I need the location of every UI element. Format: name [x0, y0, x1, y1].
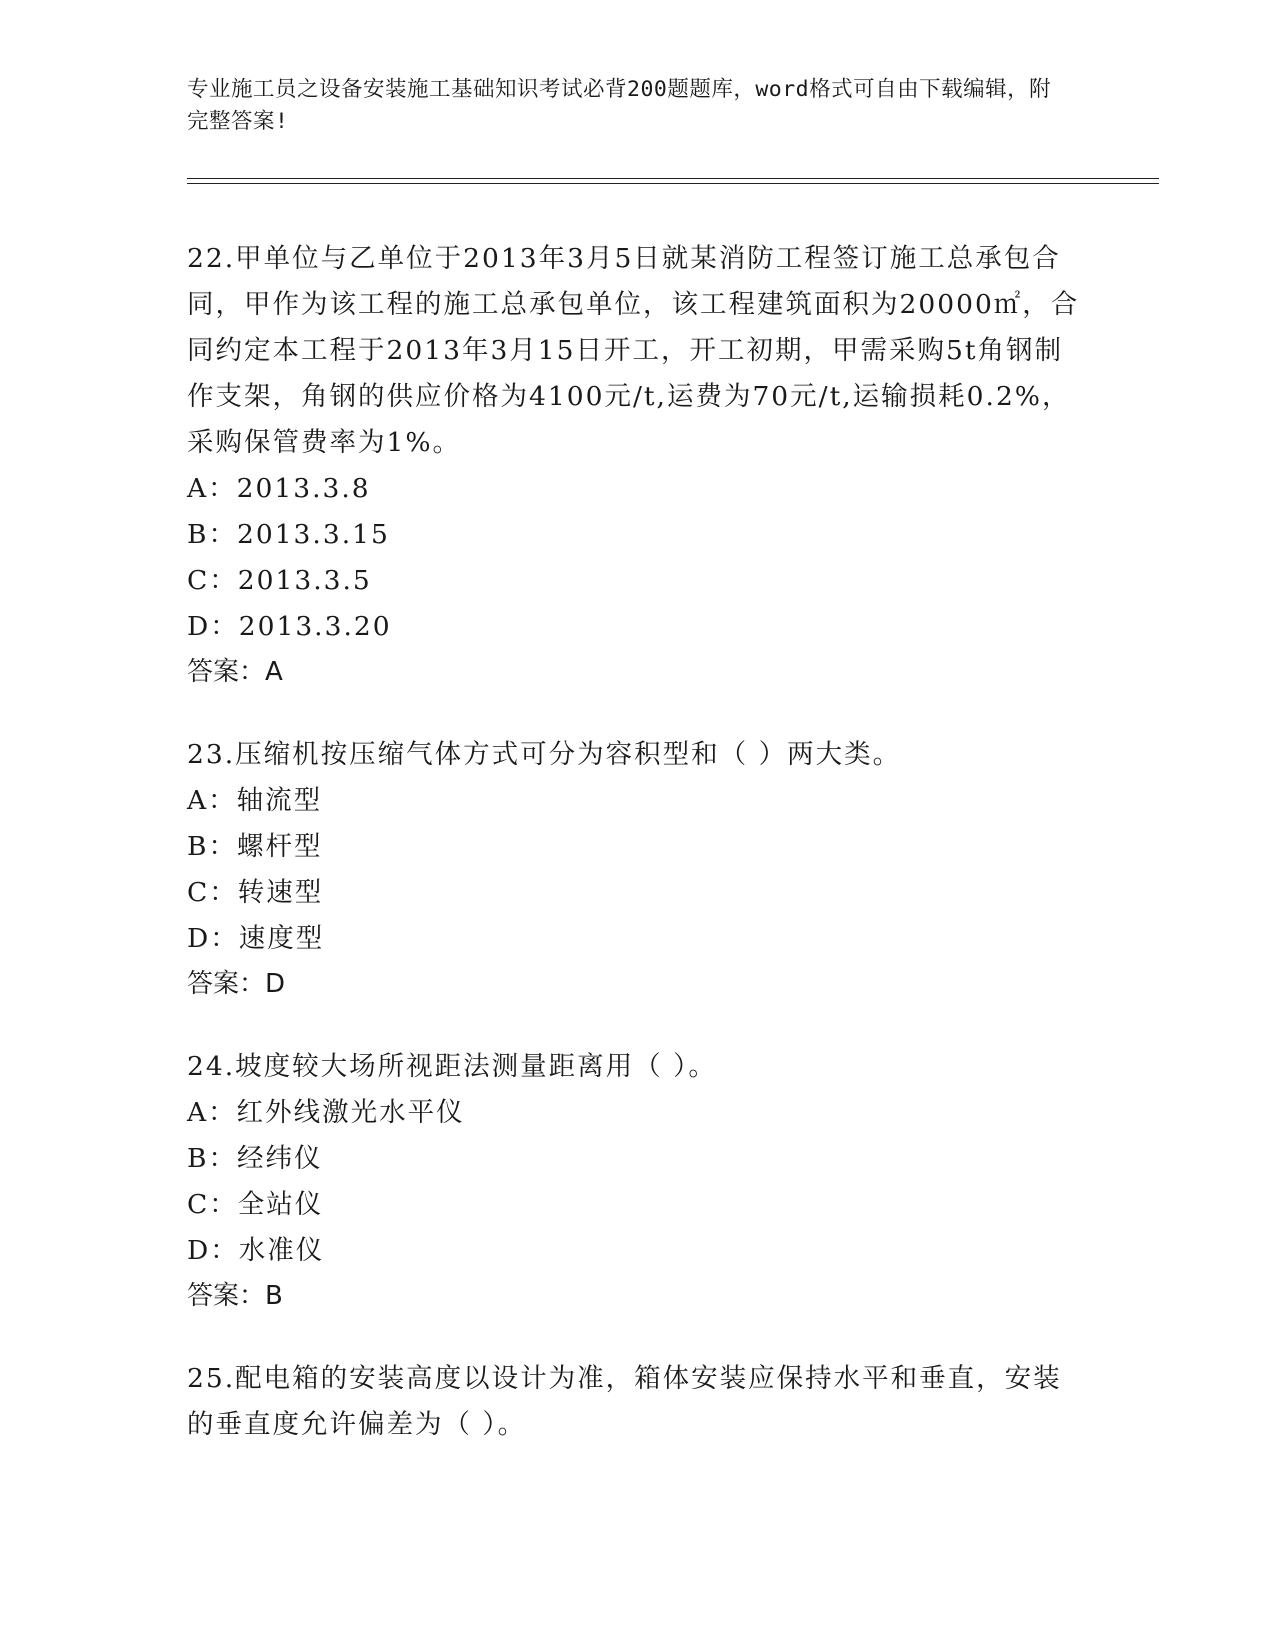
answer-label: 答案：D: [187, 969, 286, 999]
answer-label: 答案：B: [187, 1281, 283, 1311]
option-d: D：2013.3.20: [187, 611, 392, 642]
option-a: A：红外线激光水平仪: [187, 1097, 465, 1128]
question-23: [187, 732, 1087, 1006]
question-22: [187, 236, 1087, 694]
option-b: B：2013.3.15: [187, 519, 390, 550]
question-text: 25.配电箱的安装高度以设计为准，箱体安装应保持水平和垂直，安装的垂直度允许偏差为（ ）。: [187, 1363, 1062, 1440]
option-b: B：经纬仪: [187, 1143, 323, 1174]
question-text: 22.甲单位与乙单位于2013年3月5日就某消防工程签订施工总承包合同，甲作为该工程的施工总承包单位，该工程建筑面积为20000㎡，合同约定本工程于2013年3月15日开工，开工初期，甲需采购5t角钢制作支架，角钢的供应价格为4100元/t,运费为70元/t,运输损耗0.2%，采购保管费率为1%。: [187, 243, 1080, 458]
header-divider-bottom: [187, 183, 1159, 184]
option-c: C：2013.3.5: [187, 565, 372, 596]
question-list: [187, 236, 1087, 1486]
question-text: 23.压缩机按压缩气体方式可分为容积型和（ ）两大类。: [187, 739, 902, 770]
answer-label: 答案：A: [187, 657, 283, 687]
option-a: A：2013.3.8: [187, 473, 371, 504]
option-d: D：速度型: [187, 923, 325, 954]
question-text: 24.坡度较大场所视距法测量距离用（ ）。: [187, 1051, 717, 1082]
option-c: C：转速型: [187, 877, 324, 908]
question-24: [187, 1044, 1087, 1318]
option-d: D：水准仪: [187, 1235, 325, 1266]
header-divider-top: [187, 178, 1159, 179]
option-b: B：螺杆型: [187, 831, 323, 862]
document-header: [187, 74, 1067, 138]
header-title: 专业施工员之设备安装施工基础知识考试必背200题题库，word格式可自由下载编辑，附完整答案!: [187, 77, 1052, 134]
option-c: C：全站仪: [187, 1189, 324, 1220]
question-25: [187, 1356, 1087, 1448]
option-a: A：轴流型: [187, 785, 323, 816]
